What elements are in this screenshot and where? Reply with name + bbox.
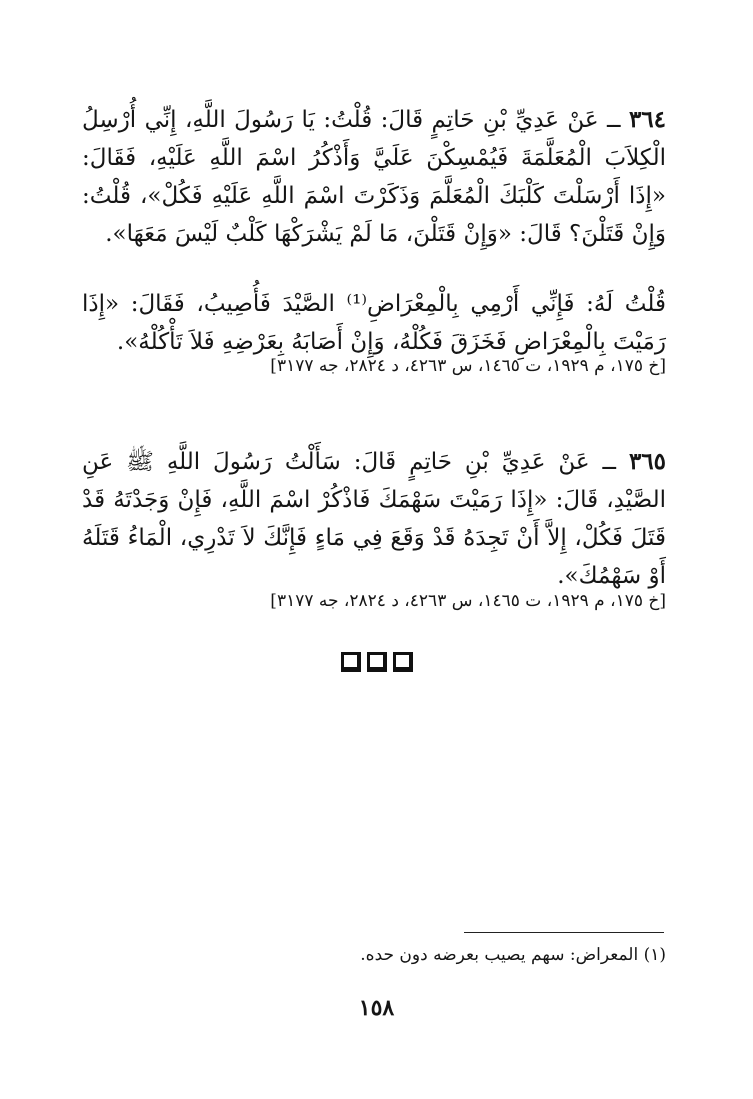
hadith-364-number: ٣٦٤ xyxy=(628,106,666,133)
footnote-divider xyxy=(464,932,664,933)
square-ornament-icon xyxy=(341,652,361,672)
hadith-365-reference: [خ ١٧٥، م ١٩٢٩، ت ١٤٦٥، س ٤٢٦٣، د ٢٨٢٤، جه ٣١٧٧] xyxy=(270,591,666,611)
hadith-364-reference: [خ ١٧٥، م ١٩٢٩، ت ١٤٦٥، س ٤٢٦٣، د ٢٨٢٤، جه ٣١٧٧] xyxy=(270,356,666,376)
section-divider-ornament xyxy=(0,652,753,672)
hadith-365-paragraph xyxy=(82,443,666,595)
hadith-365-number: ٣٦٥ xyxy=(628,448,666,475)
square-ornament-icon xyxy=(393,652,413,672)
hadith-364-continuation: قُلْتُ لَهُ: فَإِنِّي أَرْمِي بِالْمِعْرَاضِ⁽¹⁾ الصَّيْدَ فَأُصِيبُ، فَقَالَ: «إِذَا رَمَيْتَ بِالْمِعْرَاضِ فَخَزَقَ فَكُلْهُ، وَإِنْ أَصَابَهُ بِعَرْضِهِ فَلاَ تَأْكُلْهُ». xyxy=(82,291,666,355)
hadith-365-text: ــ عَنْ عَدِيِّ بْنِ حَاتِمٍ قَالَ: سَأَلْتُ رَسُولَ اللَّهِ ﷺ عَنِ الصَّيْدِ، قَالَ: «إِذَا رَمَيْتَ سَهْمَكَ فَاذْكُرْ اسْمَ اللَّهِ، فَإِنْ وَجَدْتَهُ قَدْ قَتَلَ فَكُلْ، إِلاَّ أَنْ تَجِدَهُ قَدْ وَقَعَ فِي مَاءٍ فَإِنَّكَ لاَ تَدْرِي، الْمَاءُ قَتَلَهُ أَوْ سَهْمُكَ». xyxy=(82,449,666,589)
footnote-1: (١) المعراض: سهم يصيب بعرضه دون حده. xyxy=(360,945,666,965)
square-ornament-icon xyxy=(367,652,387,672)
hadith-364-text: ــ عَنْ عَدِيِّ بْنِ حَاتِمٍ قَالَ: قُلْتُ: يَا رَسُولَ اللَّهِ، إِنِّي أُرْسِلُ الْكِلاَبَ الْمُعَلَّمَةَ فَيُمْسِكْنَ عَلَيَّ وَأَذْكُرُ اسْمَ اللَّهِ عَلَيْهِ، فَقَالَ: «إِذَا أَرْسَلْتَ كَلْبَكَ الْمُعَلَّمَ وَذَكَرْتَ اسْمَ اللَّهِ عَلَيْهِ فَكُلْ»، قُلْتُ: وَإِنْ قَتَلْنَ؟ قَالَ: «وَإِنْ قَتَلْنَ، مَا لَمْ يَشْرَكْهَا كَلْبٌ لَيْسَ مَعَهَا». xyxy=(82,107,666,247)
page-number: ١٥٨ xyxy=(358,995,395,1021)
hadith-364-paragraph xyxy=(82,101,666,253)
